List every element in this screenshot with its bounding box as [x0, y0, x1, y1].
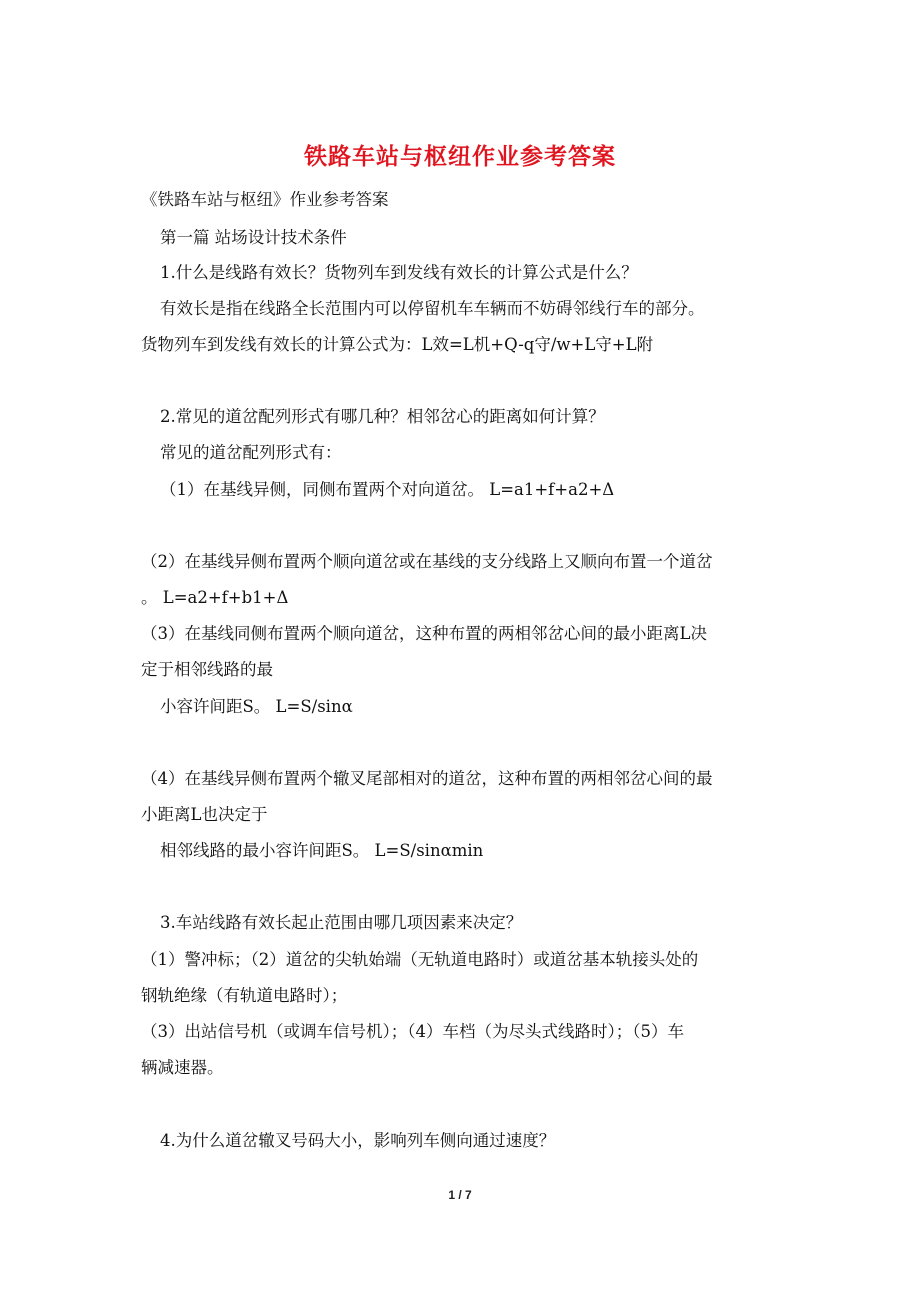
- answer-2-item-3-line-2: 定于相邻线路的最: [141, 660, 273, 679]
- document-title: 铁路车站与枢纽作业参考答案: [304, 143, 616, 170]
- answer-2-item-4-line-2: 小距离L也决定于: [141, 805, 268, 824]
- question-2: 2.常见的道岔配列形式有哪几种？相邻岔心的距离如何计算？: [160, 407, 605, 426]
- document-subtitle: 《铁路车站与枢纽》作业参考答案: [141, 190, 389, 209]
- question-1: 1.什么是线路有效长？货物列车到发线有效长的计算公式是什么？: [160, 263, 638, 282]
- answer-1-line-1: 有效长是指在线路全长范围内可以停留机车车辆而不妨碍邻线行车的部分。: [160, 299, 705, 318]
- answer-2-item-4-line-3: 相邻线路的最小容许间距S。 L=S/sinαmin: [160, 841, 484, 860]
- answer-2-intro: 常见的道岔配列形式有：: [160, 443, 342, 462]
- answer-3-line-1: （1）警冲标；（2）道岔的尖轨始端（无轨道电路时）或道岔基本轨接头处的: [141, 950, 699, 969]
- answer-2-item-2-line-2: 。 L=a2+f+b1+Δ: [141, 588, 289, 607]
- answer-2-item-1: （1）在基线异侧，同侧布置两个对向道岔。 L=a1+f+a2+Δ: [160, 480, 615, 499]
- answer-3-line-4: 辆减速器。: [141, 1058, 224, 1077]
- question-4: 4.为什么道岔辙叉号码大小，影响列车侧向通过速度？: [160, 1131, 556, 1150]
- chapter-heading: 第一篇 站场设计技术条件: [160, 228, 347, 247]
- answer-2-item-3-line-1: （3）在基线同侧布置两个顺向道岔，这种布置的两相邻岔心间的最小距离L决: [141, 624, 707, 643]
- answer-3-line-3: （3）出站信号机（或调车信号机）；（4）车档（为尽头式线路时）；（5）车: [141, 1022, 684, 1041]
- answer-2-item-3-line-3: 小容许间距S。 L=S/sinα: [160, 697, 353, 716]
- page-indicator: 1 / 7: [448, 1188, 472, 1202]
- answer-3-line-2: 钢轨绝缘（有轨道电路时）；: [141, 986, 348, 1005]
- answer-2-item-4-line-1: （4）在基线异侧布置两个辙叉尾部相对的道岔，这种布置的两相邻岔心间的最: [141, 769, 713, 788]
- question-3: 3.车站线路有效长起止范围由哪几项因素来决定？: [160, 913, 523, 932]
- answer-2-item-2-line-1: （2）在基线异侧布置两个顺向道岔或在基线的支分线路上又顺向布置一个道岔: [141, 552, 713, 571]
- answer-1-line-2: 货物列车到发线有效长的计算公式为：L效=L机+Q-q守/w+L守+L附: [141, 335, 654, 354]
